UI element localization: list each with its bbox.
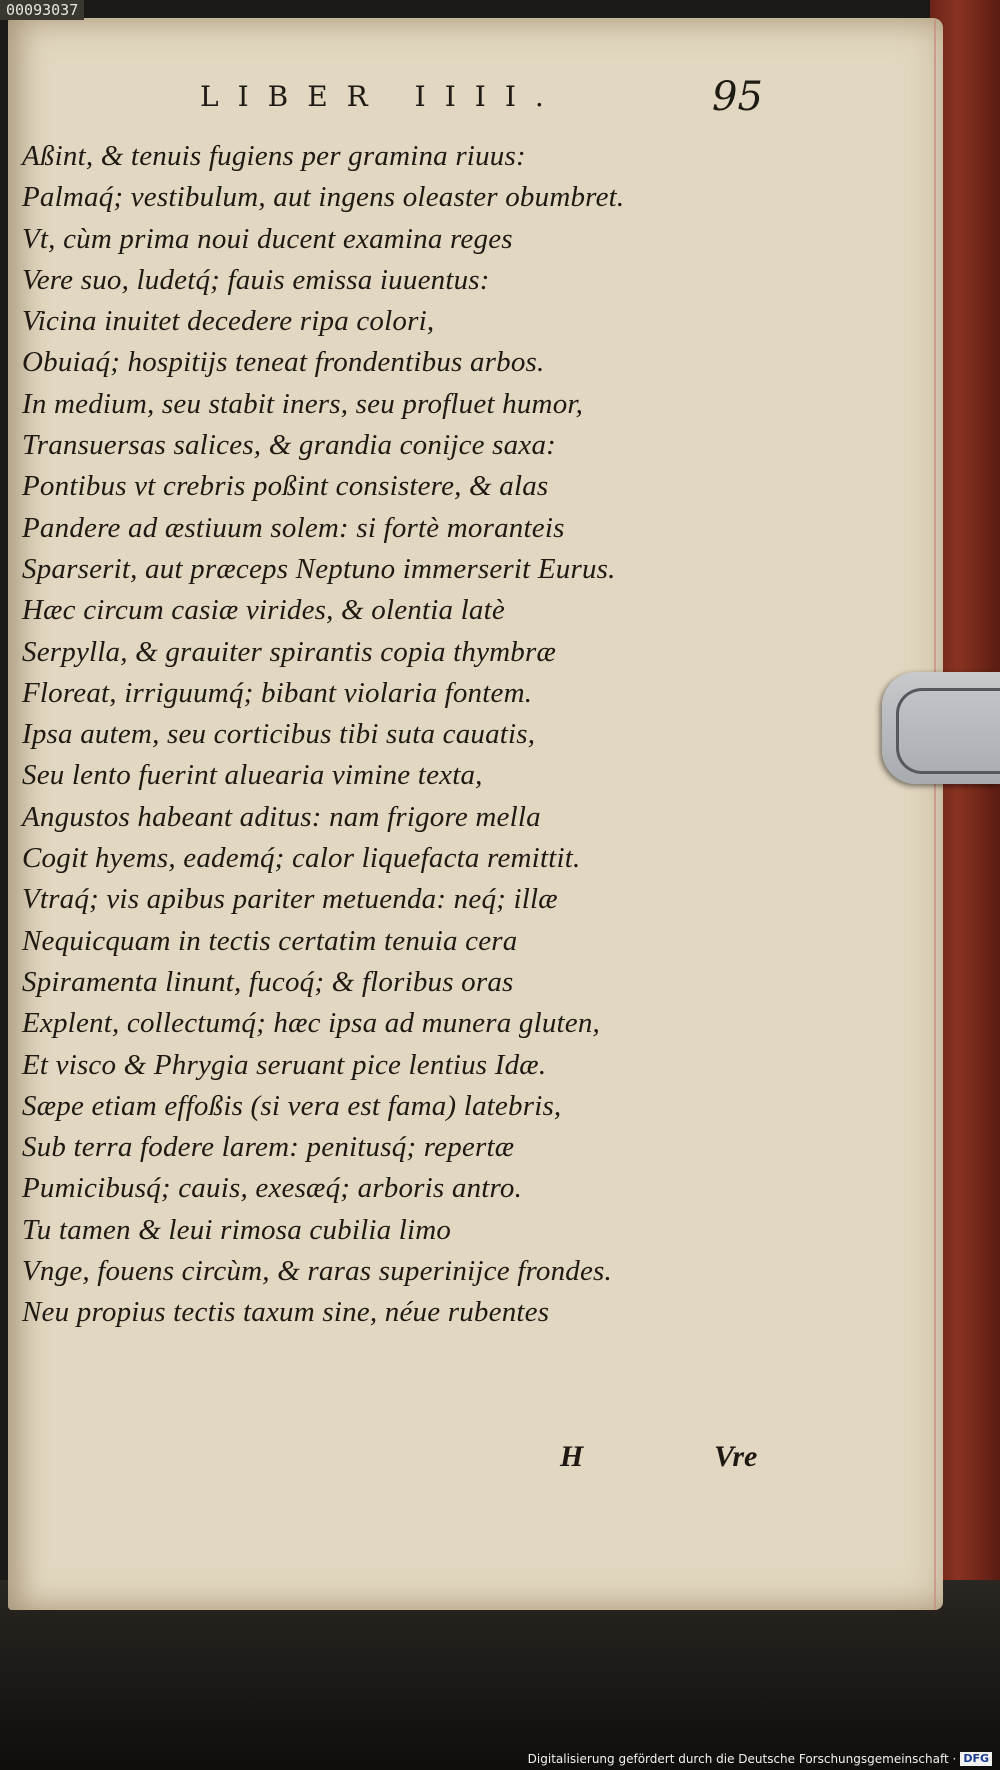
verse-line: In medium, seu stabit iners, seu profluet humor,	[22, 387, 584, 420]
page-number: 95	[712, 74, 763, 120]
verse-line: Hæc circum casiæ virides, & olentia latè	[22, 594, 505, 627]
signature-mark: H	[560, 1440, 584, 1473]
verse-line: Transuersas salices, & grandia conijce saxa:	[22, 429, 557, 462]
verse-line: Neu propius tectis taxum sine, néue rubentes	[22, 1296, 550, 1329]
page-clip-bookmark	[882, 672, 1000, 784]
shelfmark-label: 00093037	[0, 0, 84, 20]
credit-text: Digitalisierung gefördert durch die Deutsche Forschungsgemeinschaft ·	[527, 1752, 957, 1766]
verse-line: Ipsa autem, seu corticibus tibi suta cauatis,	[22, 718, 536, 751]
verse-line: Floreat, irriguumq́; bibant violaria fontem.	[22, 676, 533, 709]
verse-line: Angustos habeant aditus: nam frigore mella	[22, 800, 541, 833]
dfg-logo: DFG	[960, 1752, 992, 1766]
verse-line: Serpylla, & grauiter spirantis copia thymbræ	[22, 635, 557, 668]
verse-line: Vnge, fouens circùm, & raras superinijce frondes.	[22, 1255, 612, 1288]
verse-line: Explent, collectumq́; hæc ipsa ad munera gluten,	[22, 1007, 601, 1040]
verse-line: Sparserit, aut præceps Neptuno immerserit Eurus.	[22, 552, 616, 585]
verse-line: Cogit hyems, eademq́; calor liquefacta remittit.	[22, 842, 581, 875]
verse-line: Sæpe etiam effoßis (si vera est fama) latebris,	[22, 1089, 562, 1122]
verse-line: Pandere ad æstiuum solem: si fortè moranteis	[22, 511, 565, 544]
verse-line: Tu tamen & leui rimosa cubilia limo	[22, 1213, 452, 1246]
verse-line: Pontibus vt crebris poßint consistere, & alas	[22, 470, 549, 503]
running-head: LIBER IIII.	[200, 80, 563, 113]
verse-line: Vicina inuitet decedere ripa colori,	[22, 305, 435, 338]
verse-line: Vt, cùm prima noui ducent examina reges	[22, 222, 513, 255]
verse-line: Vtraq́; vis apibus pariter metuenda: neq́; illæ	[22, 883, 558, 916]
verse-line: Nequicquam in tectis certatim tenuia cera	[22, 924, 518, 957]
verse-line: Palmaq́; vestibulum, aut ingens oleaster obumbret.	[22, 181, 625, 214]
verse-block	[22, 140, 802, 1338]
page-edge-rule	[934, 20, 936, 1610]
verse-line: Sub terra fodere larem: penitusq́; repertæ	[22, 1131, 515, 1164]
verse-line: Et visco & Phrygia seruant pice lentius Idæ.	[22, 1048, 547, 1081]
verse-line: Pumicibusq́; cauis, exesæq́; arboris antro.	[22, 1172, 523, 1205]
verse-line: Vere suo, ludetq́; fauis emissa iuuentus:	[22, 263, 490, 296]
verse-line: Spiramenta linunt, fucoq́; & floribus oras	[22, 965, 514, 998]
digitization-credit	[528, 1749, 992, 1769]
verse-line: Seu lento fuerint aluearia vimine texta,	[22, 759, 483, 792]
verse-line: Aßint, & tenuis fugiens per gramina riuus:	[22, 140, 526, 172]
catchword: Vre	[714, 1440, 758, 1473]
verse-line: Obuiaq́; hospitijs teneat frondentibus arbos.	[22, 346, 545, 379]
